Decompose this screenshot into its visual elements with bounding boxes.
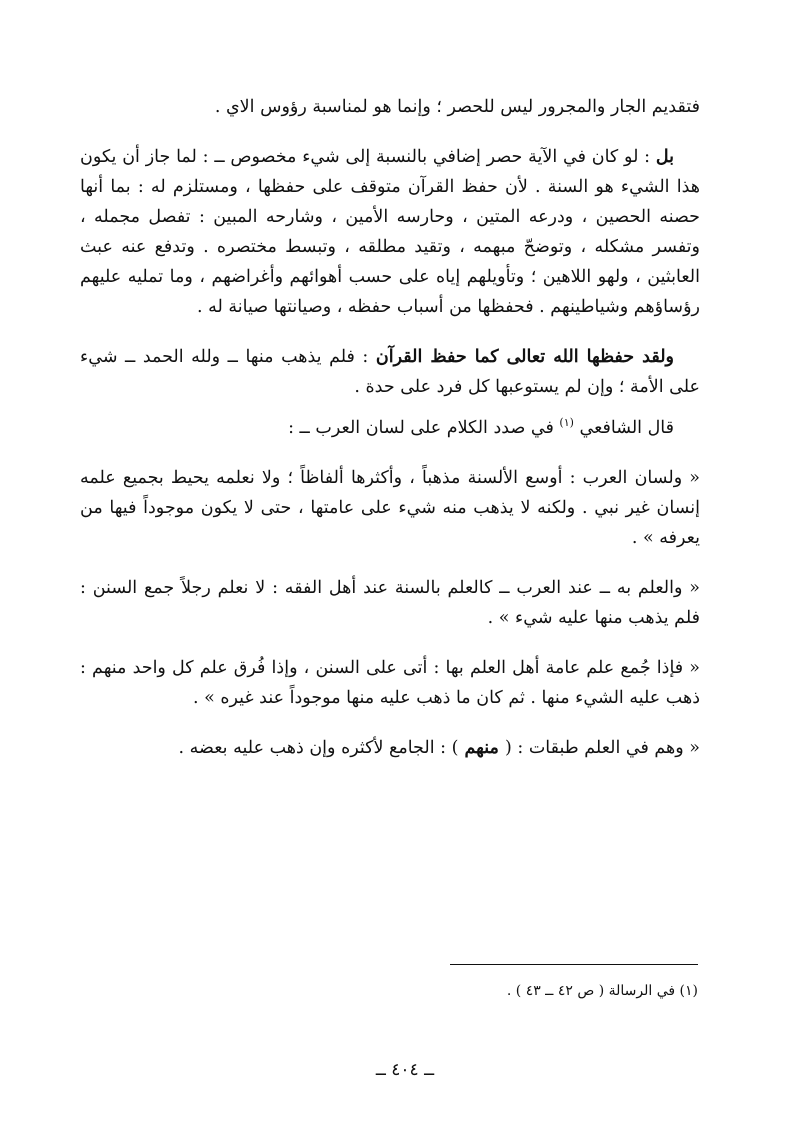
paragraph-3-text: : فلم يذهب منها ــ ولله الحمد ــ شيء على الأمة ؛ وإن لم يستوعبها كل فرد على حدة . (80, 347, 700, 397)
paragraph-3-lead: ولقد حفظها الله تعالى كما حفظ القرآن (375, 347, 675, 367)
paragraph-4 (80, 408, 700, 443)
quote-paragraph-4 (80, 733, 700, 763)
footnote: (١) في الرسالة ( ص ٤٢ ــ ٤٣ ) . (506, 983, 698, 999)
quote-paragraph-2 (80, 573, 700, 633)
paragraph-1-text: فتقديم الجار والمجرور ليس للحصر ؛ وإنما هو لمناسبة رؤوس الاي . (214, 97, 700, 117)
quote-3-text: « فإذا جُمع علم عامة أهل العلم بها : أتى على السنن ، وإذا فُرق علم كل واحد منهم : ذهب عليه الشيء منها . ثم كان ما ذهب عليه منها موجوداً عند غيره » . (80, 657, 700, 708)
paragraph-4-text: في صدد الكلام على لسان العرب ــ : (288, 417, 560, 438)
quote-4-bold-word: منهم (458, 737, 505, 758)
main-text (80, 92, 700, 783)
quote-4-pre: « وهم في العلم طبقات : ( (504, 737, 700, 758)
quote-paragraph-1 (80, 463, 700, 553)
quote-1-text: « ولسان العرب : أوسع الألسنة مذهباً ، وأكثرها ألفاظاً ؛ ولا نعلمه يحيط بجميع علمه إنسان غير نبي . ولكنه لا يذهب منه شيء على عامتها ، حتى لا يكون موجوداً فيها من يعرفه » . (80, 467, 700, 548)
paragraph-4-pre: قال الشافعي (579, 417, 674, 438)
paragraph-2-text: : لو كان في الآية حصر إضافي بالنسبة إلى شيء مخصوص ــ : لما جاز أن يكون هذا الشيء هو السنة . لأن حفظ القرآن متوقف على حفظها ، ومستلزم له : بما أنها حصنه الحصين ، ودرعه المتين ، وحارسه الأمين ، وشارحه المبين : تفصل مجمله ، وتفسر مشكله ، وتوضحّ مبهمه ، وتقيد مطلقه ، وتبسط مختصره . وتدفع عنه عبث العابثين ، ولهو اللاهين ؛ وتأويلهم إياه على حسب أهوائهم وأغراضهم ، وما تمليه عليهم رؤساؤهم وشياطينهم . فحفظها من أسباب حفظه ، وصيانتها صيانة له . (80, 147, 700, 317)
paragraph-1 (80, 92, 700, 122)
footnote-marker: (١) (559, 416, 574, 429)
quote-4-text: ) : الجامع لأكثره وإن ذهب عليه بعضه . (178, 737, 459, 758)
quote-paragraph-3 (80, 653, 700, 713)
page-number: ــ ٤٠٤ ــ (375, 1060, 435, 1080)
paragraph-2 (80, 142, 700, 322)
footnote-divider (450, 964, 698, 965)
quote-2-text: « والعلم به ــ عند العرب ــ كالعلم بالسنة عند أهل الفقه : لا نعلم رجلاً جمع السنن : فلم يذهب منها عليه شيء » . (80, 577, 700, 628)
paragraph-3 (80, 342, 700, 402)
paragraph-2-lead: بل (655, 147, 674, 167)
